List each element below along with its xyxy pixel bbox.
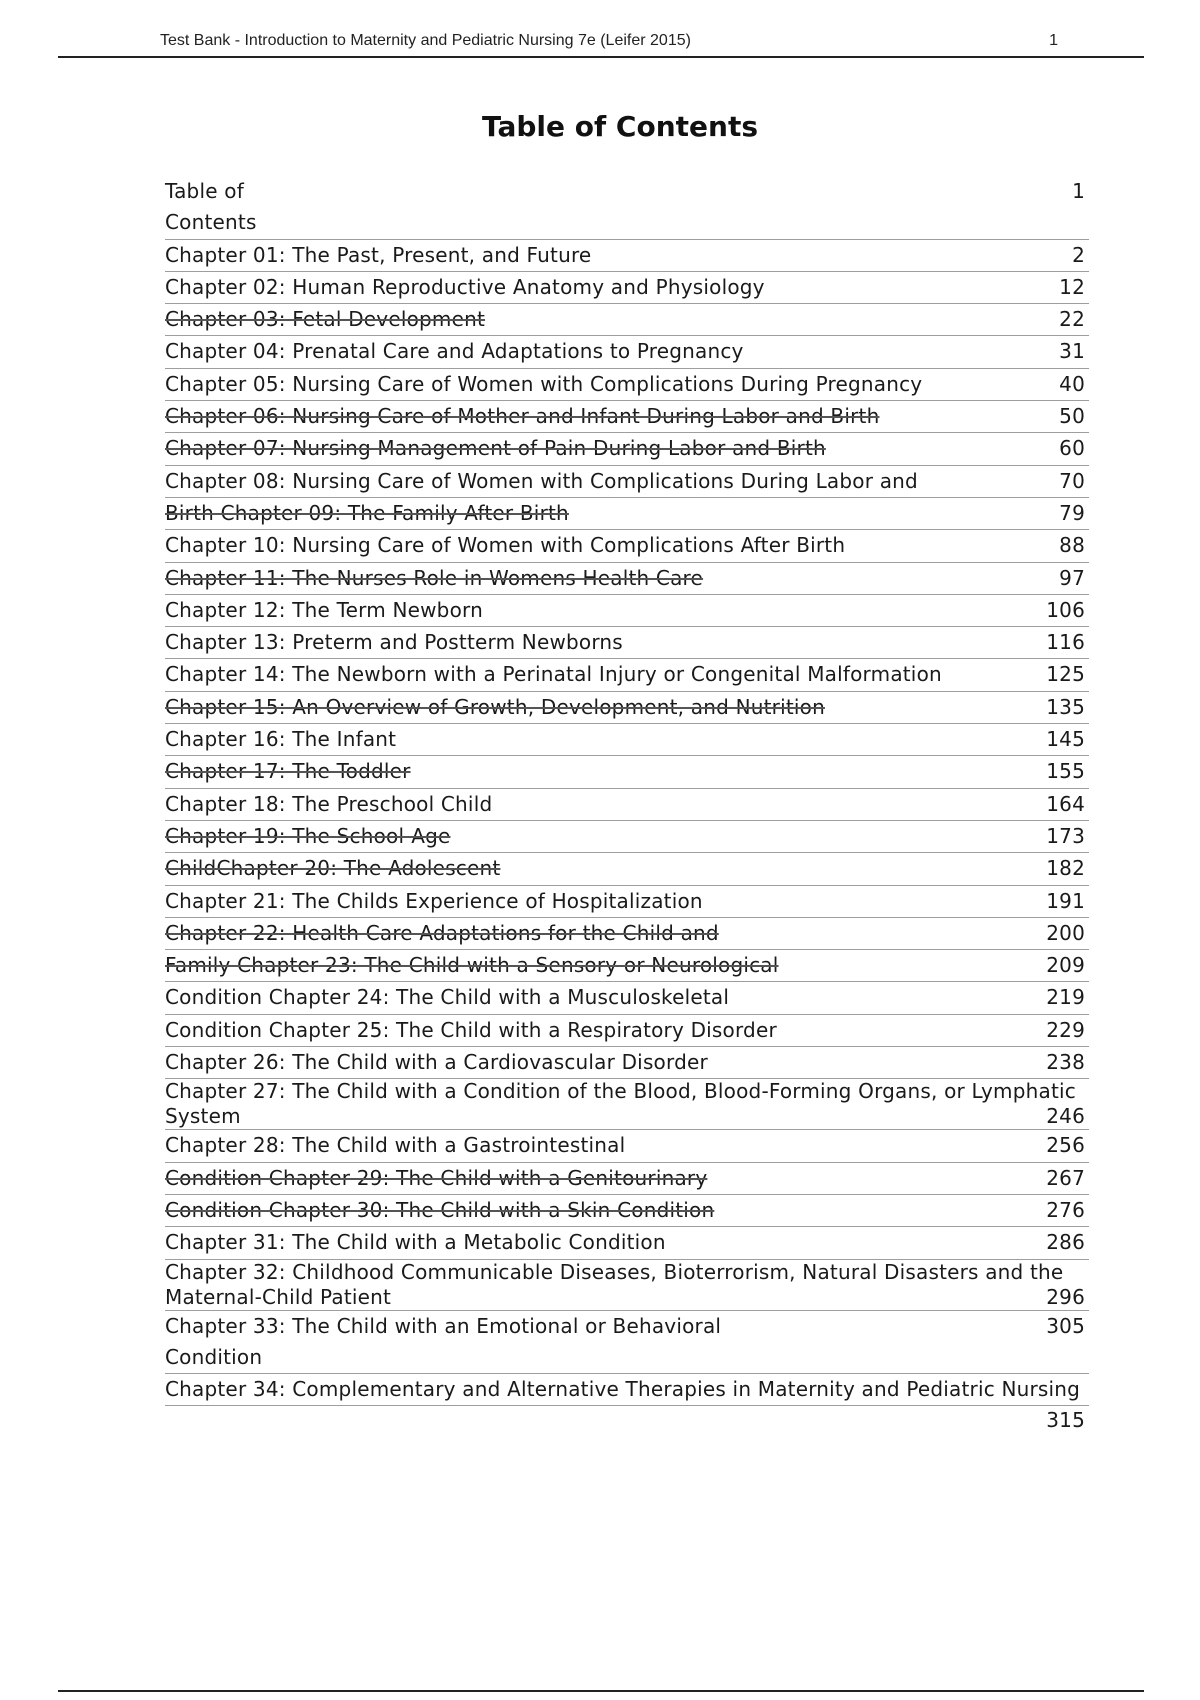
toc-entry-page: 238	[1046, 1050, 1085, 1075]
toc-entry-text: Chapter 19: The School-Age	[165, 823, 451, 848]
toc-entry-text: Condition Chapter 29: The Child with a Genitourinary	[165, 1165, 708, 1190]
toc-entry-page: 229	[1046, 1017, 1085, 1042]
toc-entry[interactable]	[165, 724, 1089, 756]
toc-entry-text: Chapter 10: Nursing Care of Women with Complications After Birth	[165, 533, 846, 558]
toc-entry[interactable]	[165, 1130, 1089, 1162]
toc-entry[interactable]	[165, 1227, 1089, 1259]
toc-entry-page: 286	[1046, 1230, 1085, 1255]
toc-entry[interactable]	[165, 692, 1089, 724]
toc-entry[interactable]	[165, 627, 1089, 659]
toc-entry-text: Chapter 06: Nursing Care of Mother and Infant During Labor and Birth	[165, 404, 880, 429]
toc-entry-text: Chapter 01: The Past, Present, and Future	[165, 242, 592, 267]
toc-entry[interactable]	[165, 1047, 1089, 1079]
toc-entry[interactable]	[165, 1195, 1089, 1227]
toc-entry-text: Chapter 33: The Child with an Emotional or Behavioral	[165, 1313, 722, 1338]
toc-entry-text: ChildChapter 20: The Adolescent	[165, 856, 501, 881]
toc-entry-text: Table of	[165, 179, 244, 203]
toc-entry[interactable]	[165, 433, 1089, 465]
toc-entry-page: 145	[1046, 727, 1085, 752]
toc-entry[interactable]	[165, 272, 1089, 304]
toc-entry-page: 70	[1059, 468, 1085, 493]
toc-entry-page: 256	[1046, 1133, 1085, 1158]
toc-entry-page: 246	[1046, 1104, 1085, 1129]
toc-entry-page: 191	[1046, 888, 1085, 913]
toc-entry-text: Chapter 11: The Nurses Role in Womens Health Care	[165, 565, 704, 590]
toc-entry-text: Chapter 18: The Preschool Child	[165, 791, 493, 816]
toc-entry[interactable]	[165, 1260, 1089, 1311]
toc-entry-text: Condition	[165, 1344, 263, 1369]
toc-entry-text: Chapter 05: Nursing Care of Women with Complications During Pregnancy	[165, 371, 923, 396]
toc-entry[interactable]	[165, 530, 1089, 562]
toc-entry-text: Chapter 31: The Child with a Metabolic Condition	[165, 1230, 666, 1255]
toc-entry[interactable]	[165, 1374, 1089, 1433]
toc-entry-text: Chapter 21: The Childs Experience of Hospitalization	[165, 888, 703, 913]
toc-entry-text: Chapter 04: Prenatal Care and Adaptations to Pregnancy	[165, 339, 744, 364]
toc-entry-text: Condition Chapter 25: The Child with a Respiratory Disorder	[165, 1017, 777, 1042]
toc-list	[165, 176, 1089, 1433]
toc-entry[interactable]	[165, 498, 1089, 530]
toc-entry[interactable]	[165, 369, 1089, 401]
toc-entry[interactable]	[165, 563, 1089, 595]
toc-entry-page: 31	[1059, 339, 1085, 364]
toc-entry[interactable]	[165, 1311, 1089, 1375]
toc-entry[interactable]	[165, 466, 1089, 498]
toc-entry-page: 50	[1059, 404, 1085, 429]
toc-entry-page: 88	[1059, 533, 1085, 558]
toc-entry[interactable]	[165, 304, 1089, 336]
toc-entry-text: Chapter 28: The Child with a Gastrointestinal	[165, 1133, 626, 1158]
toc-entry[interactable]	[165, 1079, 1089, 1130]
toc-entry[interactable]	[165, 756, 1089, 788]
toc-entry-page: 315	[1046, 1408, 1085, 1433]
toc-entry-text: Contents	[165, 210, 257, 235]
toc-entry[interactable]	[165, 1015, 1089, 1047]
toc-entry-text: System	[165, 1104, 241, 1129]
header-rule	[58, 56, 1144, 58]
footer-rule	[58, 1690, 1144, 1692]
toc-entry-text: Chapter 14: The Newborn with a Perinatal Injury or Congenital Malformation	[165, 662, 942, 687]
toc-entry-text: Chapter 26: The Child with a Cardiovascular Disorder	[165, 1050, 708, 1075]
toc-entry[interactable]	[165, 176, 1089, 240]
toc-entry[interactable]	[165, 1163, 1089, 1195]
toc-entry-text: Chapter 13: Preterm and Postterm Newborns	[165, 630, 623, 655]
toc-entry[interactable]	[165, 918, 1089, 950]
toc-entry-text: Chapter 22: Health Care Adaptations for the Child and	[165, 920, 719, 945]
toc-entry[interactable]	[165, 886, 1089, 918]
toc-entry-text: Family Chapter 23: The Child with a Sensory or Neurological	[165, 953, 779, 978]
toc-entry-page: 173	[1046, 823, 1085, 848]
toc-entry[interactable]	[165, 336, 1089, 368]
toc-entry-page: 1	[1072, 179, 1085, 203]
toc-entry-page: 40	[1059, 371, 1085, 396]
toc-entry-page: 164	[1046, 791, 1085, 816]
toc-entry-text: Chapter 12: The Term Newborn	[165, 597, 483, 622]
toc-entry-text: Chapter 07: Nursing Management of Pain During Labor and Birth	[165, 436, 826, 461]
toc-entry-text: Chapter 08: Nursing Care of Women with Complications During Labor and	[165, 468, 918, 493]
toc-entry[interactable]	[165, 401, 1089, 433]
toc-entry-text: Chapter 27: The Child with a Condition of the Blood, Blood-Forming Organs, or Lymphatic	[165, 1079, 1076, 1104]
running-title: Test Bank - Introduction to Maternity and Pediatric Nursing 7e (Leifer 2015)	[160, 32, 691, 49]
toc-entry-text: Chapter 34: Complementary and Alternative Therapies in Maternity and Pediatric Nursing	[165, 1374, 1089, 1406]
toc-entry-page: 12	[1059, 274, 1085, 299]
toc-entry-page: 182	[1046, 856, 1085, 881]
toc-entry[interactable]	[165, 659, 1089, 691]
toc-entry-text: Birth Chapter 09: The Family After Birth	[165, 500, 569, 525]
header-page-number: 1	[1049, 32, 1058, 49]
toc-entry-page: 22	[1059, 307, 1085, 332]
toc-entry-page: 135	[1046, 694, 1085, 719]
page-title: Table of Contents	[481, 110, 758, 143]
toc-entry[interactable]	[165, 789, 1089, 821]
toc-entry-page: 125	[1046, 662, 1085, 687]
toc-entry-page: 200	[1046, 920, 1085, 945]
toc-entry-page: 79	[1059, 500, 1085, 525]
toc-entry-page: 2	[1072, 242, 1085, 267]
toc-entry-page: 276	[1046, 1197, 1085, 1222]
toc-entry-page: 296	[1046, 1284, 1085, 1309]
running-header	[160, 32, 1070, 50]
toc-entry-text: Condition Chapter 24: The Child with a Musculoskeletal	[165, 985, 730, 1010]
toc-entry[interactable]	[165, 853, 1089, 885]
toc-entry-text: Maternal-Child Patient	[165, 1284, 392, 1309]
toc-entry-page: 60	[1059, 436, 1085, 461]
toc-entry-text: Chapter 32: Childhood Communicable Diseases, Bioterrorism, Natural Disasters and the	[165, 1259, 1064, 1284]
toc-entry-page: 106	[1046, 597, 1085, 622]
toc-entry-page: 97	[1059, 565, 1085, 590]
toc-entry-text: Chapter 16: The Infant	[165, 727, 397, 752]
toc-entry[interactable]	[165, 595, 1089, 627]
toc-entry[interactable]	[165, 240, 1089, 272]
toc-entry-page: 116	[1046, 630, 1085, 655]
toc-entry-text: Chapter 17: The Toddler	[165, 759, 411, 784]
toc-entry-page: 267	[1046, 1165, 1085, 1190]
toc-entry-text: Chapter 03: Fetal Development	[165, 307, 486, 332]
toc-entry-text: Condition Chapter 30: The Child with a Skin Condition	[165, 1197, 715, 1222]
toc-entry-text: Chapter 15: An Overview of Growth, Development, and Nutrition	[165, 694, 825, 719]
toc-entry-page: 219	[1046, 985, 1085, 1010]
toc-entry-page: 155	[1046, 759, 1085, 784]
toc-entry-page: 209	[1046, 953, 1085, 978]
toc-entry-page: 305	[1046, 1313, 1085, 1338]
toc-entry[interactable]	[165, 950, 1089, 982]
toc-entry[interactable]	[165, 982, 1089, 1014]
toc-entry[interactable]	[165, 821, 1089, 853]
toc-entry-text: Chapter 02: Human Reproductive Anatomy and Physiology	[165, 274, 765, 299]
